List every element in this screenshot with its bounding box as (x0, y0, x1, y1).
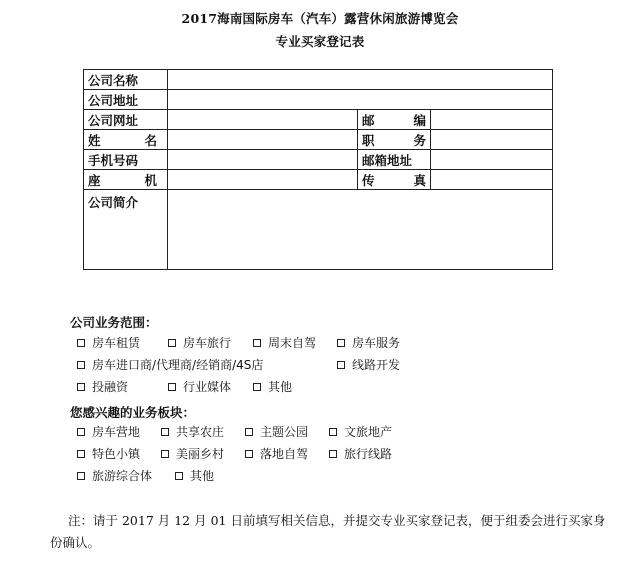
checkbox-option[interactable]: 房车进口商/代理商/经销商/4S店 (77, 356, 263, 373)
field-email[interactable] (431, 150, 553, 170)
row-mobile (84, 150, 553, 170)
checkbox-option[interactable]: 其他 (175, 467, 214, 484)
interests-title: 您感兴趣的业务板块： (70, 405, 196, 420)
checkbox-option[interactable]: 行业媒体 (168, 378, 231, 395)
footnote: 注：请于 2017 月 12 月 01 日前填写相关信息，并提交专业买家登记表，便于组委会进行买家身份确认。 (50, 513, 606, 550)
label-mobile: 手机号码 (84, 150, 168, 170)
checkbox-option[interactable]: 文旅地产 (329, 423, 392, 440)
label-company-address: 公司地址 (84, 90, 168, 110)
label-company-intro: 公司简介 (84, 190, 168, 270)
checkbox-option[interactable]: 旅行线路 (329, 445, 392, 462)
checkbox-icon[interactable] (175, 472, 183, 480)
label-landline: 座 机 (84, 170, 168, 190)
registration-form-table (83, 69, 553, 270)
checkbox-icon[interactable] (77, 472, 85, 480)
checkbox-option[interactable]: 其他 (253, 378, 292, 395)
label-postal-code: 邮 编 (358, 110, 431, 130)
checkbox-icon[interactable] (77, 383, 85, 391)
checkbox-icon[interactable] (161, 450, 169, 458)
checkbox-icon[interactable] (337, 339, 345, 347)
checkbox-option[interactable]: 房车租赁 (77, 334, 140, 351)
checkbox-icon[interactable] (77, 428, 85, 436)
checkbox-option[interactable]: 旅游综合体 (77, 467, 152, 484)
checkbox-option[interactable]: 线路开发 (337, 356, 400, 373)
field-company-intro[interactable] (168, 190, 553, 270)
label-fax: 传 真 (358, 170, 431, 190)
checkbox-option[interactable]: 房车旅行 (168, 334, 231, 351)
label-company-name: 公司名称 (84, 70, 168, 90)
field-company-name[interactable] (168, 70, 553, 90)
label-company-website: 公司网址 (84, 110, 168, 130)
checkbox-icon[interactable] (168, 339, 176, 347)
field-landline[interactable] (168, 170, 358, 190)
row-company-name (84, 70, 553, 90)
field-company-website[interactable] (168, 110, 358, 130)
checkbox-icon[interactable] (245, 428, 253, 436)
field-postal-code[interactable] (431, 110, 553, 130)
checkbox-icon[interactable] (329, 428, 337, 436)
checkbox-icon[interactable] (337, 361, 345, 369)
checkbox-option[interactable]: 共享农庄 (161, 423, 224, 440)
checkbox-icon[interactable] (245, 450, 253, 458)
checkbox-icon[interactable] (77, 361, 85, 369)
checkbox-icon[interactable] (161, 428, 169, 436)
checkbox-icon[interactable] (77, 450, 85, 458)
checkbox-option[interactable]: 主题公园 (245, 423, 308, 440)
label-name: 姓 名 (84, 130, 168, 150)
checkbox-option[interactable]: 房车服务 (337, 334, 400, 351)
row-company-address (84, 90, 553, 110)
field-name[interactable] (168, 130, 358, 150)
field-mobile[interactable] (168, 150, 358, 170)
checkbox-icon[interactable] (77, 339, 85, 347)
label-position: 职 务 (358, 130, 431, 150)
checkbox-icon[interactable] (329, 450, 337, 458)
checkbox-option[interactable]: 投融资 (77, 378, 128, 395)
checkbox-icon[interactable] (253, 339, 261, 347)
field-company-address[interactable] (168, 90, 553, 110)
row-landline (84, 170, 553, 190)
checkbox-icon[interactable] (253, 383, 261, 391)
row-name (84, 130, 553, 150)
row-company-intro (84, 190, 553, 270)
label-email: 邮箱地址 (358, 150, 431, 170)
checkbox-option[interactable]: 落地自驾 (245, 445, 308, 462)
checkbox-icon[interactable] (168, 383, 176, 391)
business-scope-title: 公司业务范围： (70, 315, 158, 330)
field-fax[interactable] (431, 170, 553, 190)
page-subtitle: 专业买家登记表 (275, 34, 365, 49)
field-position[interactable] (431, 130, 553, 150)
row-company-website (84, 110, 553, 130)
page-title: 2017海南国际房车（汽车）露营休闲旅游博览会 (181, 11, 459, 26)
checkbox-option[interactable]: 美丽乡村 (161, 445, 224, 462)
checkbox-option[interactable]: 周末自驾 (253, 334, 316, 351)
checkbox-option[interactable]: 特色小镇 (77, 445, 140, 462)
checkbox-option[interactable]: 房车营地 (77, 423, 140, 440)
